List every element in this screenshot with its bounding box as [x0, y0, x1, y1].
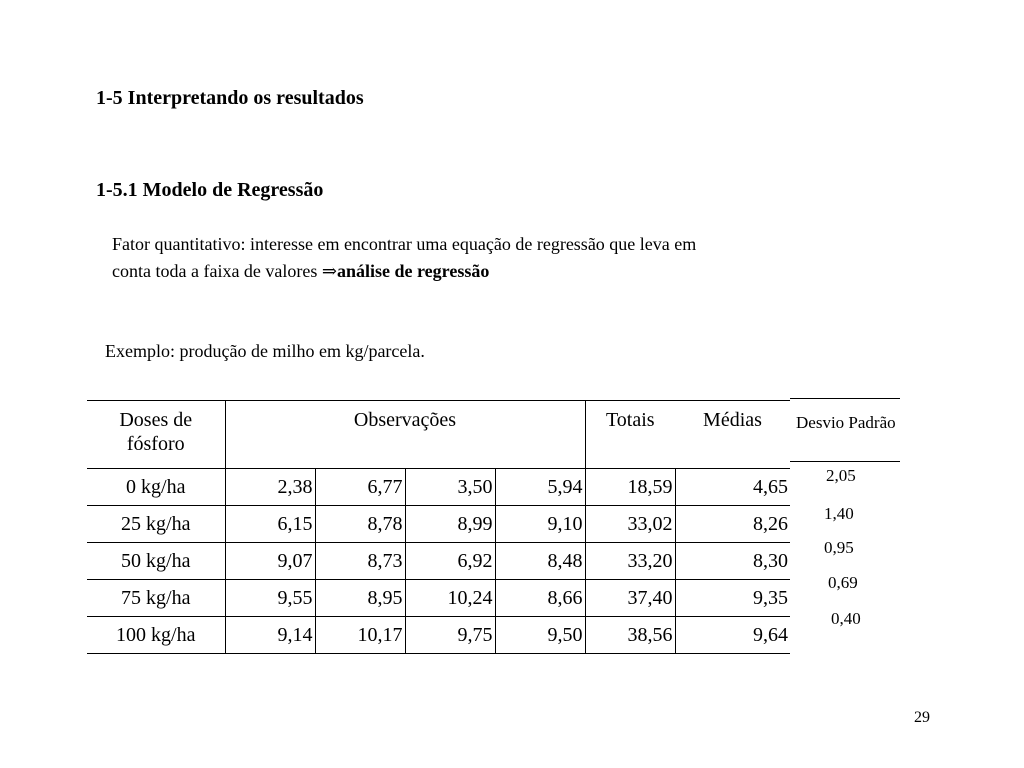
- table-header-row: [87, 401, 790, 469]
- dose-cell: 75 kg/ha: [87, 580, 225, 617]
- subsection-heading: 1-5.1 Modelo de Regressão: [96, 179, 324, 201]
- observation-cell: 10,24: [405, 580, 495, 617]
- observation-cell: 8,95: [315, 580, 405, 617]
- total-cell: 38,56: [585, 617, 675, 654]
- table-row: [87, 617, 790, 654]
- header-totals: Totais: [585, 401, 675, 469]
- observation-cell: 5,94: [495, 469, 585, 506]
- total-cell: 33,20: [585, 543, 675, 580]
- observation-cell: 8,99: [405, 506, 495, 543]
- observation-cell: 3,50: [405, 469, 495, 506]
- table-row: [87, 580, 790, 617]
- dose-cell: 25 kg/ha: [87, 506, 225, 543]
- dose-cell: 0 kg/ha: [87, 469, 225, 506]
- sd-value: 0,69: [828, 573, 858, 592]
- observation-cell: 8,78: [315, 506, 405, 543]
- observation-cell: 8,48: [495, 543, 585, 580]
- total-cell: 33,02: [585, 506, 675, 543]
- sd-header-box: [790, 398, 900, 462]
- sd-value: 0,40: [831, 609, 861, 628]
- observation-cell: 6,77: [315, 469, 405, 506]
- table-row: [87, 543, 790, 580]
- page-number: 29: [914, 709, 930, 726]
- observation-cell: 9,10: [495, 506, 585, 543]
- header-std-dev: Desvio Padrão: [796, 413, 896, 432]
- observation-cell: 10,17: [315, 617, 405, 654]
- observation-cell: 9,55: [225, 580, 315, 617]
- header-observations: Observações: [225, 401, 585, 469]
- observation-cell: 9,75: [405, 617, 495, 654]
- mean-cell: 9,35: [675, 580, 790, 617]
- mean-cell: 9,64: [675, 617, 790, 654]
- observation-cell: 2,38: [225, 469, 315, 506]
- total-cell: 37,40: [585, 580, 675, 617]
- paragraph-line-2: conta toda a faixa de valores: [112, 261, 322, 281]
- sd-value: 0,95: [824, 538, 854, 557]
- implies-arrow: ⇒: [321, 261, 337, 281]
- mean-cell: 8,26: [675, 506, 790, 543]
- data-table: [87, 401, 790, 654]
- table-row: [87, 469, 790, 506]
- mean-cell: 8,30: [675, 543, 790, 580]
- total-cell: 18,59: [585, 469, 675, 506]
- observation-cell: 6,92: [405, 543, 495, 580]
- header-doses: Doses de fósforo: [87, 401, 225, 469]
- section-heading: 1-5 Interpretando os resultados: [96, 87, 364, 109]
- description-paragraph: [112, 231, 892, 285]
- header-means: Médias: [675, 401, 790, 469]
- observation-cell: 9,50: [495, 617, 585, 654]
- observation-cell: 9,14: [225, 617, 315, 654]
- sd-value: 1,40: [824, 504, 854, 523]
- example-caption: Exemplo: produção de milho em kg/parcela.: [105, 341, 425, 361]
- regression-analysis-term: análise de regressão: [337, 261, 490, 281]
- observation-cell: 9,07: [225, 543, 315, 580]
- observation-cell: 8,73: [315, 543, 405, 580]
- observation-cell: 6,15: [225, 506, 315, 543]
- dose-cell: 50 kg/ha: [87, 543, 225, 580]
- observation-cell: 8,66: [495, 580, 585, 617]
- paragraph-line-1: Fator quantitativo: interesse em encontrar uma equação de regressão que leva em: [112, 234, 697, 254]
- sd-value: 2,05: [826, 466, 856, 485]
- table-row: [87, 506, 790, 543]
- mean-cell: 4,65: [675, 469, 790, 506]
- dose-cell: 100 kg/ha: [87, 617, 225, 654]
